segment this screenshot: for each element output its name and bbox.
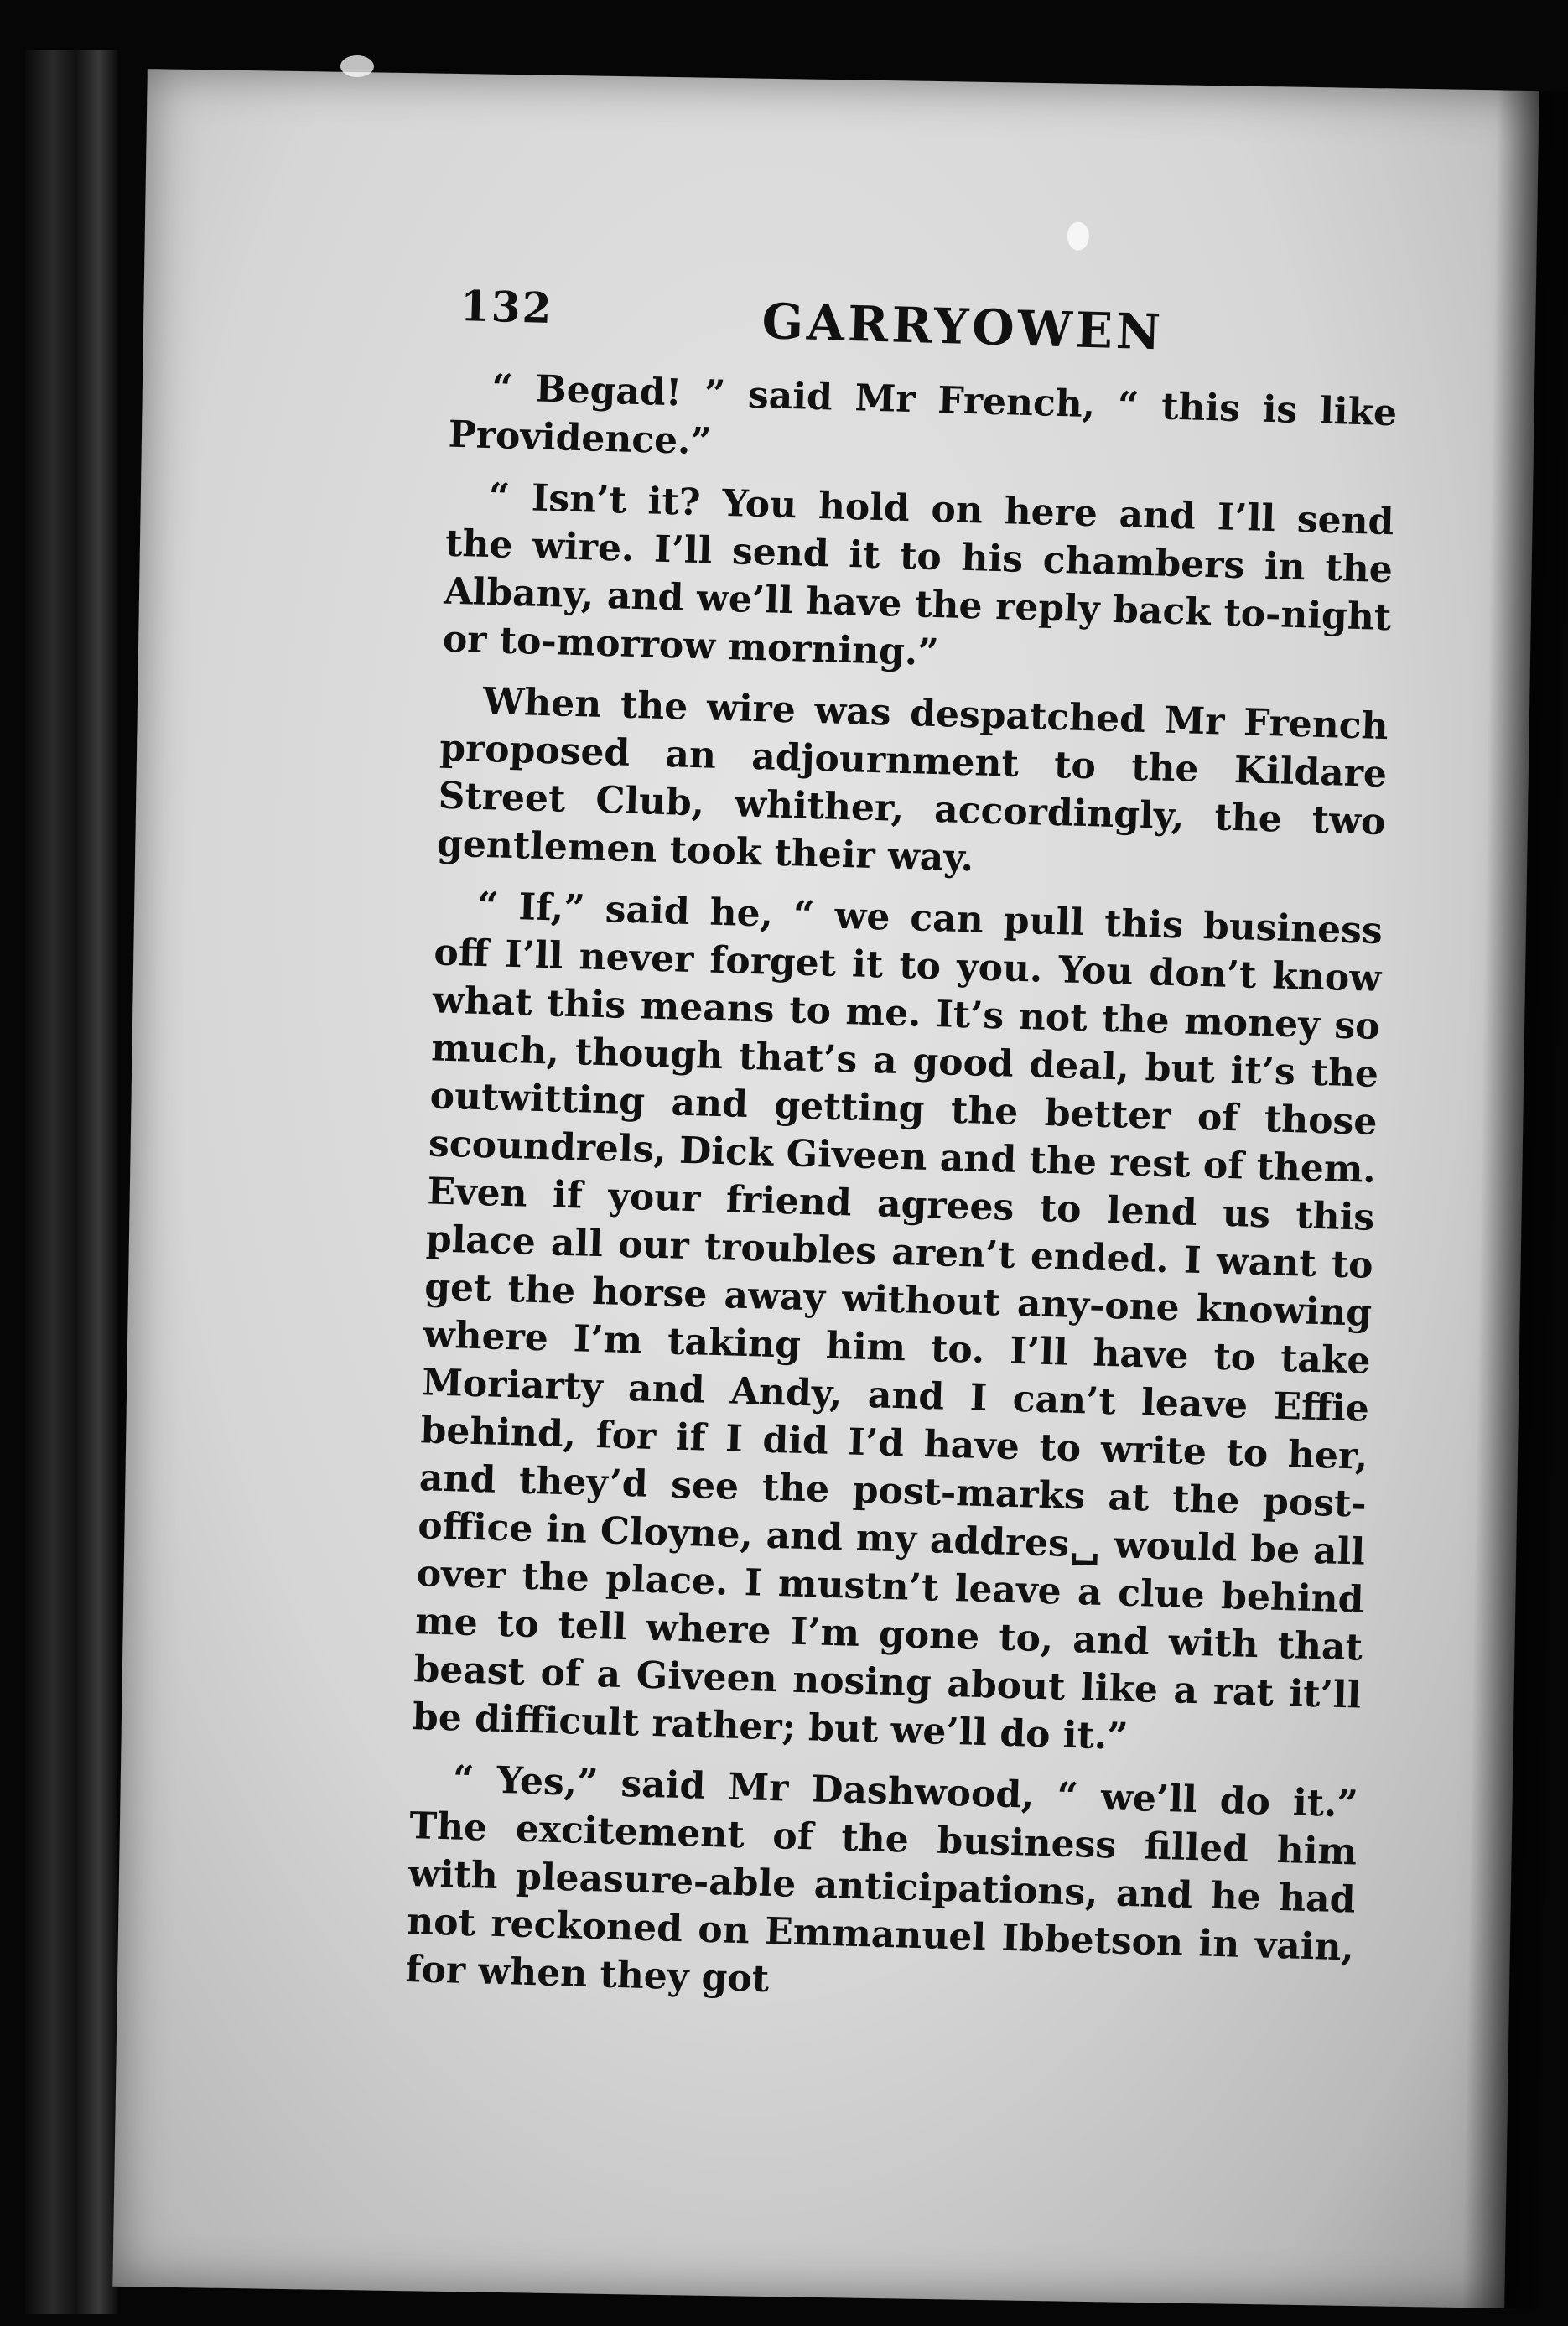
running-title: GARRYOWEN [761,293,1165,361]
body-text [405,363,1398,2020]
paragraph: “ Isn’t it? You hold on here and I’ll send the wire. I’ll send it to his chambers in the Albany, and we’ll have the reply back to-night or to-morrow morning.” [442,475,1395,675]
page-number: 132 [459,281,554,334]
paper-blemish [1067,221,1090,250]
paragraph: “ Yes,” said Mr Dashwood, “ we’ll do it.” The excitement of the business filled him with pleasure-able anticipations, and he had not reckoned on Emmanuel Ibbetson in vain, for when they got [404,1757,1359,2002]
book-spine-shadow [25,50,117,2314]
paper-blemish [340,55,374,78]
paragraph: “ Begad! ” said Mr French, “ this is like Providence.” [448,366,1398,464]
page-content [262,277,1400,2033]
paragraph: “ If,” said he, “ we can pull this business off I’ll never forget it to you. You don’t know what this means to me. It’s not the money so much, though that’s a good deal, but it’s the outwitting and getting the better of those scoundrels, Dick Giveen and the rest of them. Even if your friend agrees to lend us this place all our troubles aren’t ended. I want to get the horse away without any-one knowing where I’m taking him to. I’ll have to take Moriarty and Andy, and I can’t leave Effie behind, for if I did I’d have to write to her, and they’d see the post-marks at the post-office in Cloyne, and my addres␣ would be all over the place. I mustn’t leave a clue behind me to tell where I’m gone to, and with that beast of a Giveen nosing about like a rat it’ll be difficult rather; but we’ll do it.” [412,884,1384,1758]
paragraph: When the wire was despatched Mr French proposed an adjournment to the Kildare Street Club, whither, accordingly, the two gentlemen took their way. [436,679,1389,880]
